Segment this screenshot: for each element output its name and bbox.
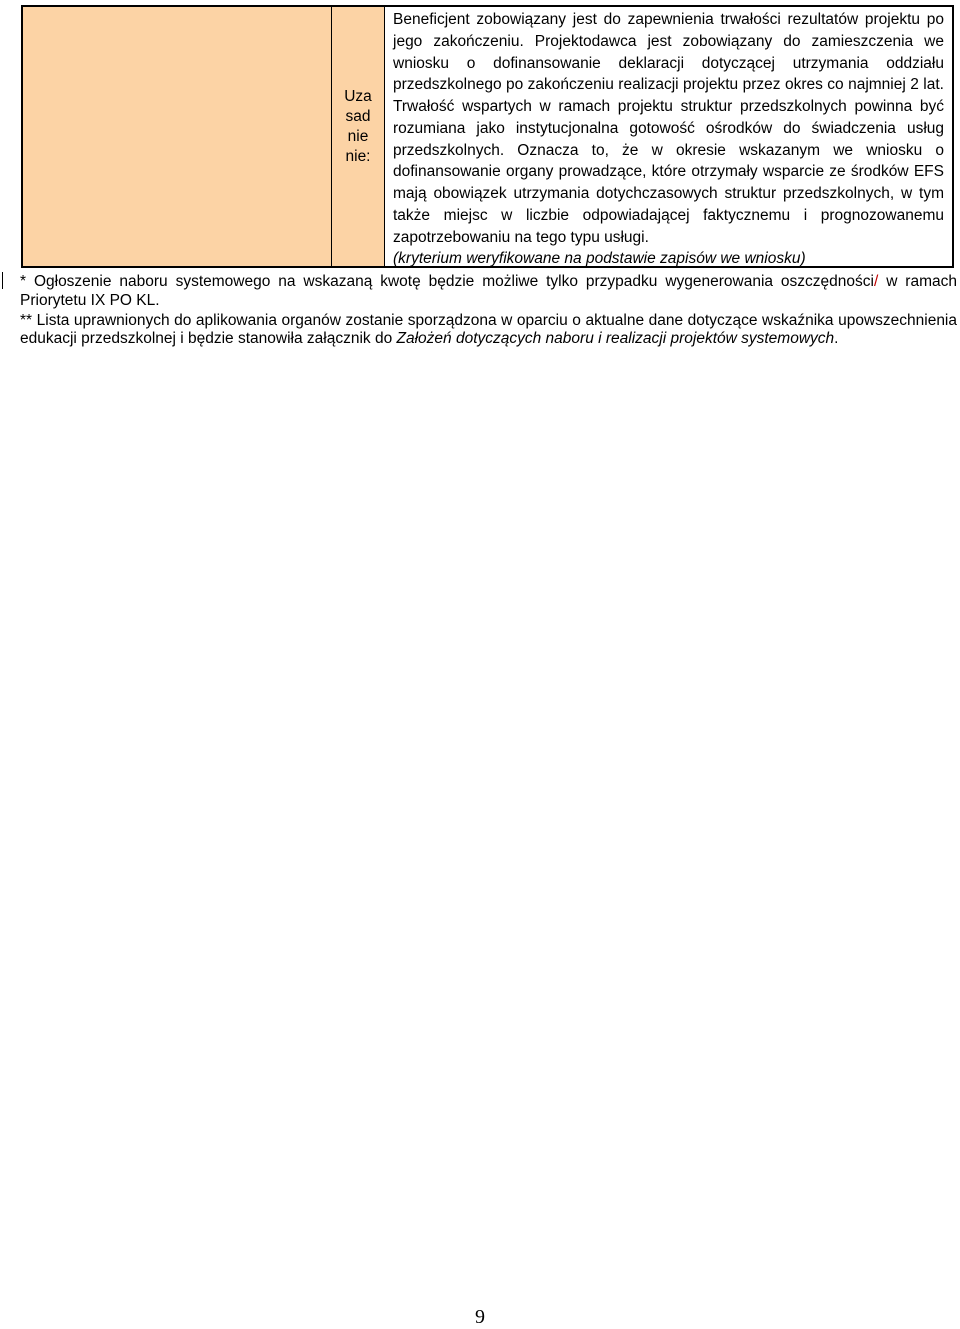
revision-mark: / bbox=[873, 273, 879, 290]
table-label-cell bbox=[332, 7, 385, 266]
criteria-table bbox=[21, 5, 954, 268]
footnote-2-text: ** Lista uprawnionych do aplikowania organów zostanie sporządzona w oparciu o aktualne dane dotyczące wskaźnika upowszechnienia edukacji przedszkolnej i będzie stanowiła załącznik do bbox=[20, 311, 957, 347]
verification-note: (kryterium weryfikowane na podstawie zapisów we wniosku) bbox=[393, 250, 806, 268]
table-blank-cell bbox=[23, 7, 332, 266]
uzasadnienie-label: Uza sad nie nie: bbox=[344, 87, 372, 165]
revision-change-bar bbox=[2, 272, 3, 289]
table-content-cell bbox=[385, 7, 952, 266]
footnotes bbox=[20, 273, 957, 350]
footnote-1-text: * Ogłoszenie naboru systemowego na wskazaną kwotę będzie możliwe tylko przypadku wygenerowania oszczędności bbox=[20, 273, 874, 290]
footnote-2 bbox=[20, 312, 957, 349]
page-number: 9 bbox=[475, 1306, 485, 1328]
criterion-description: Beneficjent zobowiązany jest do zapewnienia trwałości rezultatów projektu po jego zakończeniu. Projektodawca jest zobowiązany do zamieszczenia we wniosku o dofinansowanie deklaracji dotyczącej utrzymania oddziału przedszkolnego po zakończeniu realizacji projektu przez okres co najmniej 2 lat. Trwałość wspartych w ramach projektu struktur przedszkolnych powinna być rozumiana jako instytucjonalna gotowość ośrodków do świadczenia usług przedszkolnych. Oznacza to, że w okresie wskazanym we wniosku o dofinansowanie organy prowadzące, które otrzymały wsparcie ze środków EFS mają obowiązek utrzymania dotychczasowych struktur przedszkolnych, w tym także miejsc w liczbie odpowiadającej faktycznemu i prognozowanemu zapotrzebowaniu na tego typu usługi. bbox=[393, 11, 944, 246]
footnote-2-tail: . bbox=[834, 330, 839, 347]
footnote-2-italic-title: Założeń dotyczących naboru i realizacji projektów systemowych bbox=[396, 330, 835, 347]
footnote-1 bbox=[20, 273, 957, 310]
footnote-1-tail: w ramach Priorytetu IX PO KL. bbox=[20, 273, 957, 309]
